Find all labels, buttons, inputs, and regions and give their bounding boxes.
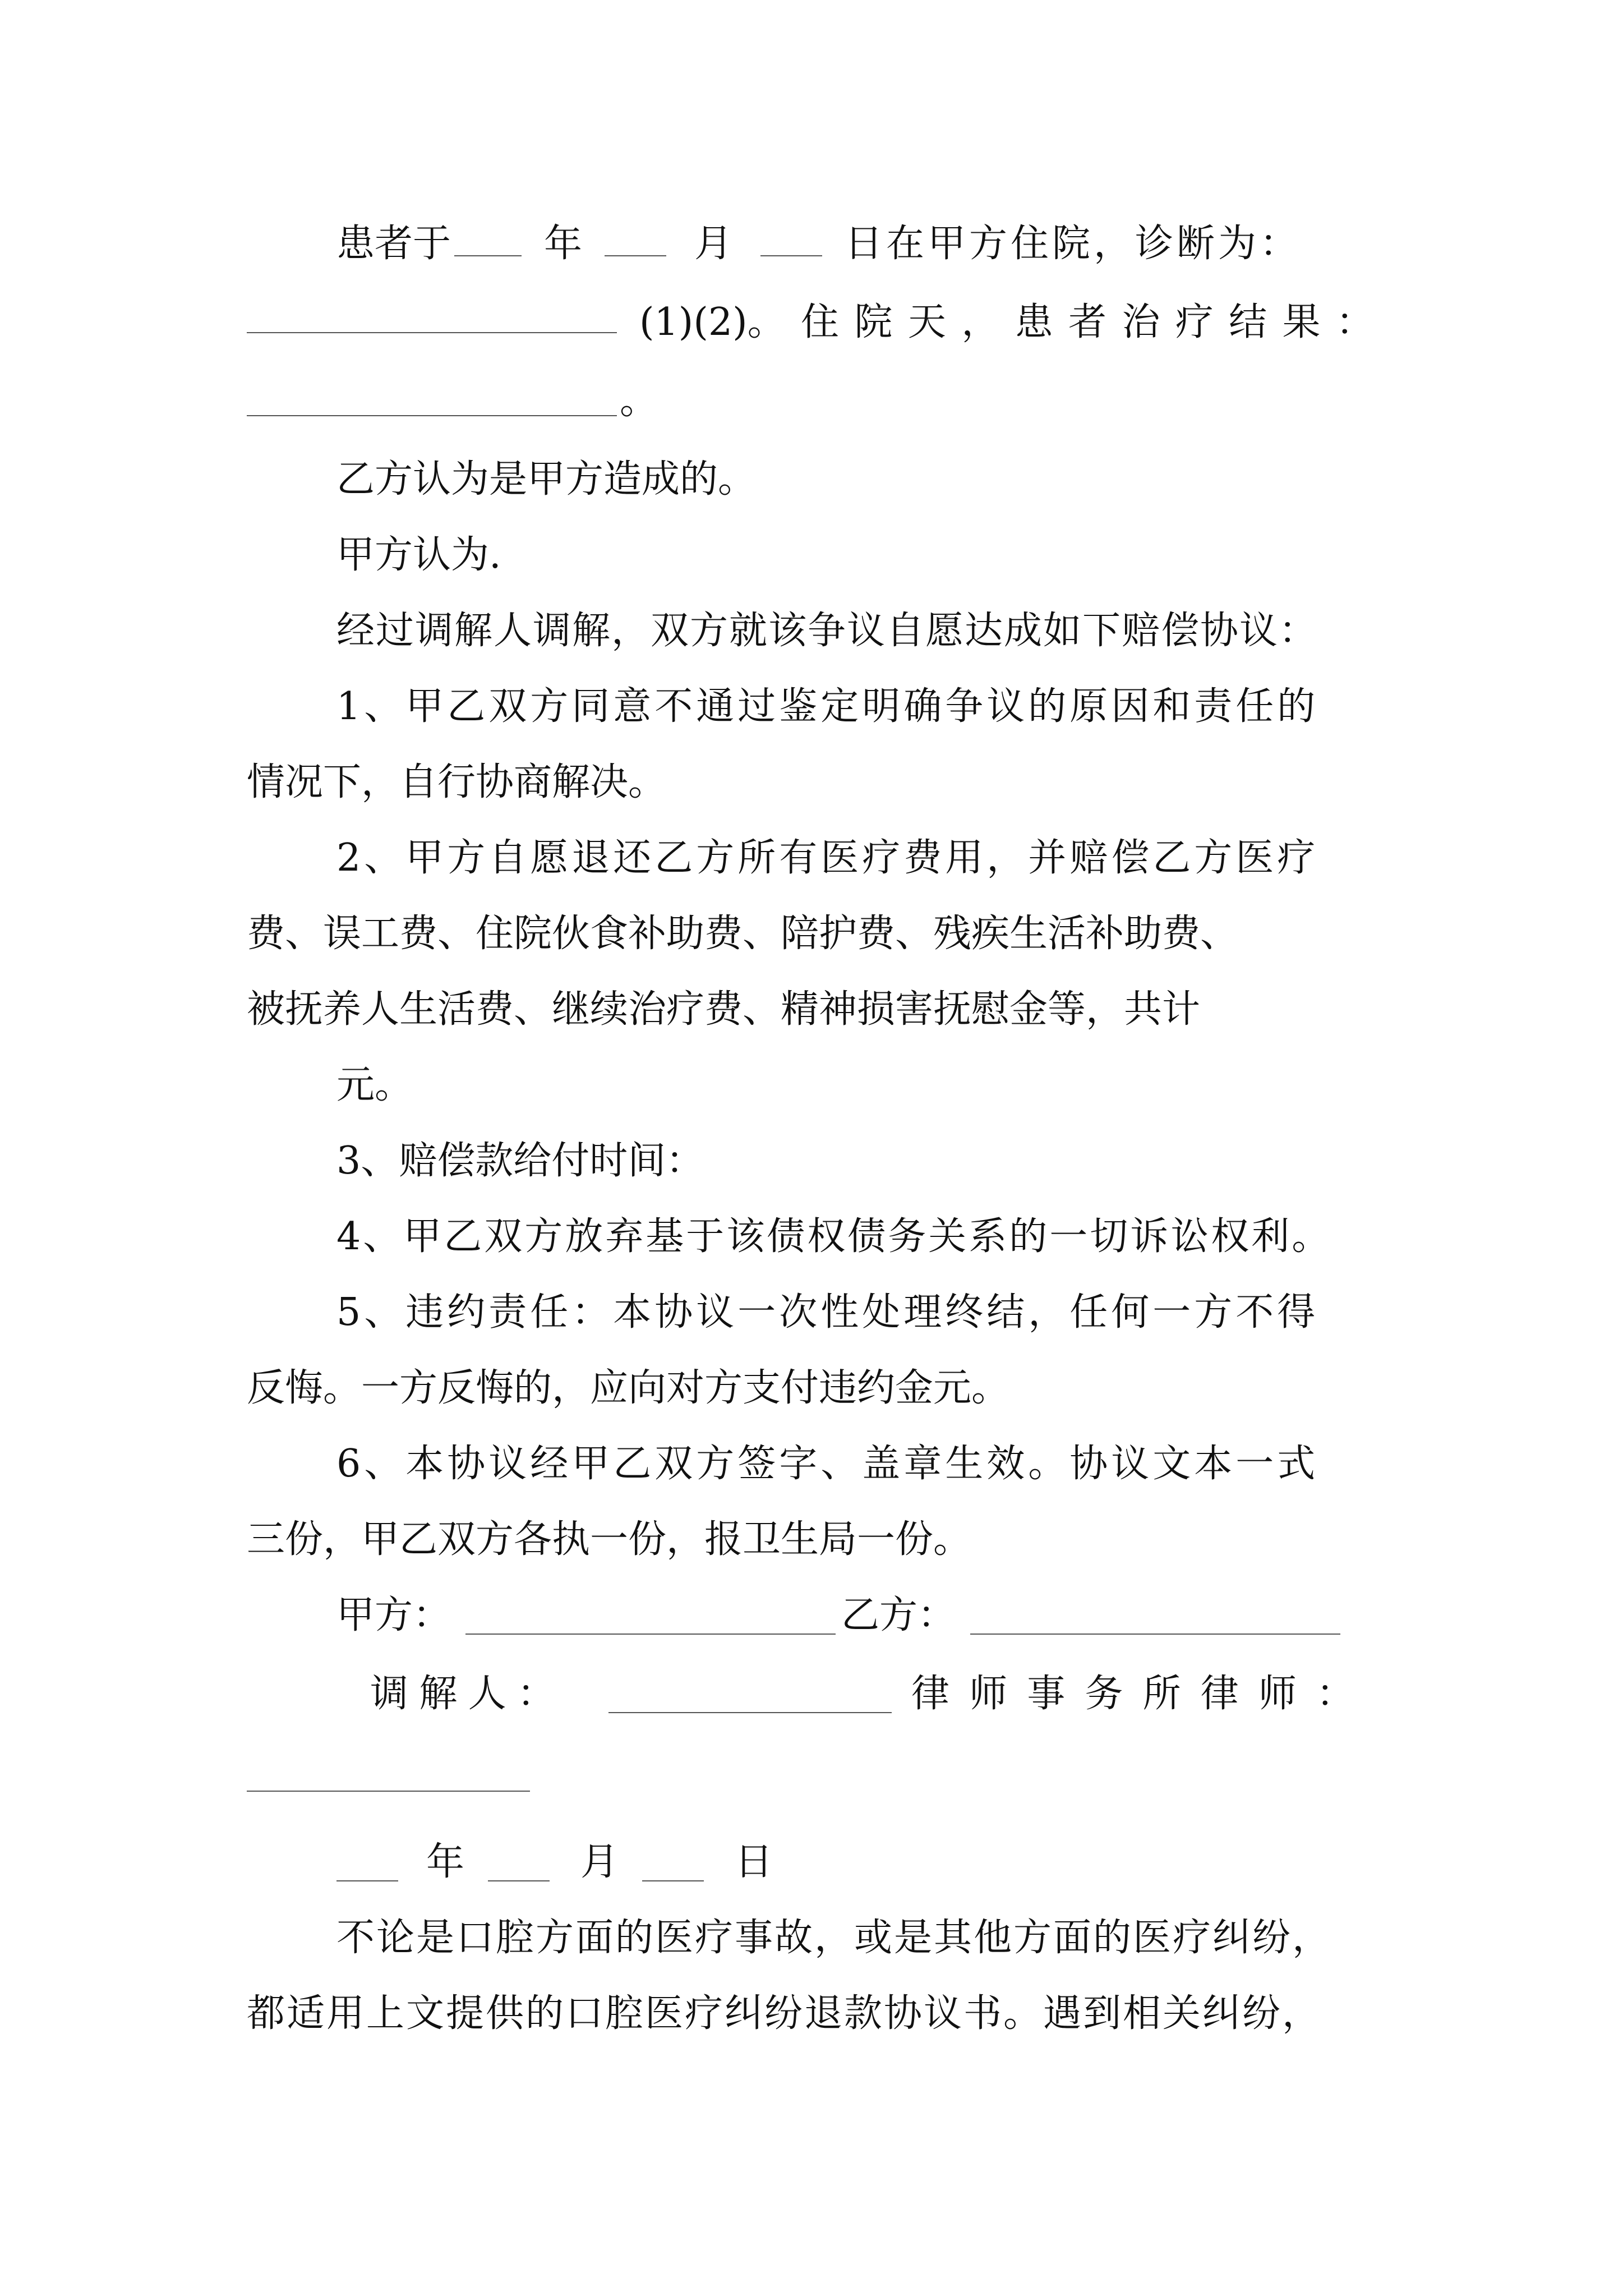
lawyer-char: 律	[1200, 1672, 1239, 1716]
result-end: 。	[620, 379, 658, 423]
admission-month-label: 月	[694, 222, 733, 266]
admission-line	[336, 219, 1301, 269]
mediator-char: ：	[517, 1672, 555, 1716]
item-4: 4、甲乙双方放弃基于该债权债务关系的一切诉讼权利。	[336, 1214, 1332, 1259]
diagnosis-char: 天	[907, 300, 946, 344]
item-5-line-2: 反悔。一方反悔的，应向对方支付违约金元。	[247, 1366, 1010, 1410]
lawyer-signature-blank	[247, 1791, 530, 1792]
diagnosis-char: 治	[1122, 300, 1160, 344]
lawyer-char: 师	[969, 1672, 1008, 1716]
sign-day-label: 日	[735, 1840, 773, 1884]
year-blank	[454, 224, 522, 256]
lawyer-char: 律	[911, 1672, 950, 1716]
item-2-line-4: 元。	[336, 1063, 413, 1107]
sign-year-label: 年	[426, 1840, 465, 1884]
closing-line-1: 不论是口腔方面的医疗事故，或是其他方面的医疗纠纷，	[336, 1916, 1332, 1960]
admission-day-text: 日在甲方住院，诊断为：	[845, 222, 1302, 266]
sign-month-label: 月	[580, 1840, 619, 1884]
admission-year-label: 年	[544, 222, 583, 266]
lawyer-char: 所	[1142, 1672, 1181, 1716]
closing-line-2: 都适用上文提供的口腔医疗纠纷退款协议书。遇到相关纠纷，	[247, 1991, 1322, 2036]
diagnosis-char: ，	[961, 300, 1000, 344]
paragraph-jia-view: 甲方认为.	[336, 533, 501, 577]
party-b-signature-blank	[970, 1634, 1340, 1635]
mediator-signature-blank	[608, 1712, 892, 1713]
item-2-line-2: 费、误工费、住院伙食补助费、陪护费、残疾生活补助费、	[247, 912, 1239, 956]
diagnosis-blank	[247, 332, 617, 333]
item-6-line-1: 6、本协议经甲乙双方签字、盖章生效。协议文本一式	[336, 1442, 1319, 1486]
mediator-char: 解	[419, 1672, 458, 1716]
diagnosis-char: 院	[854, 300, 893, 344]
lawyer-char: ：	[1316, 1672, 1354, 1716]
sign-month-blank	[488, 1880, 550, 1881]
diagnosis-char: ：	[1335, 300, 1374, 344]
item-1-line-2: 情况下，自行协商解决。	[247, 760, 667, 804]
diagnosis-char: (1)(2)。	[639, 300, 786, 344]
admission-prefix: 患者于	[336, 222, 451, 266]
lawyer-char: 师	[1258, 1672, 1297, 1716]
item-3: 3、赔偿款给付时间：	[336, 1139, 704, 1183]
party-a-label: 甲方：	[336, 1593, 451, 1637]
diagnosis-line	[639, 297, 1374, 348]
item-2-line-1: 2、甲方自愿退还乙方所有医疗费用，并赔偿乙方医疗	[336, 836, 1319, 880]
day-blank	[760, 224, 822, 256]
mediator-label	[370, 1669, 555, 1719]
lawyer-label	[911, 1669, 1354, 1719]
mediator-char: 人	[468, 1672, 506, 1716]
sign-year-blank	[336, 1880, 398, 1881]
item-6-line-2: 三份，甲乙双方各执一份，报卫生局一份。	[247, 1517, 972, 1562]
paragraph-mediation: 经过调解人调解，双方就该争议自愿达成如下赔偿协议：	[336, 609, 1318, 653]
lawyer-char: 务	[1085, 1672, 1123, 1716]
item-5-line-1: 5、违约责任：本协议一次性处理终结，任何一方不得	[336, 1290, 1319, 1335]
sign-day-blank	[642, 1880, 704, 1881]
diagnosis-char: 疗	[1175, 300, 1214, 344]
diagnosis-char: 者	[1068, 300, 1106, 344]
mediator-char: 调	[370, 1672, 409, 1716]
party-b-label: 乙方：	[841, 1593, 956, 1637]
paragraph-yi-view: 乙方认为是甲方造成的。	[336, 457, 757, 501]
diagnosis-char: 患	[1015, 300, 1053, 344]
month-blank	[605, 224, 666, 256]
item-1-line-1: 1、甲乙双方同意不通过鉴定明确争议的原因和责任的	[336, 684, 1319, 729]
diagnosis-char: 结	[1229, 300, 1267, 344]
party-a-signature-blank	[465, 1634, 836, 1635]
diagnosis-char: 果	[1282, 300, 1321, 344]
diagnosis-char: 住	[801, 300, 840, 344]
result-blank	[247, 415, 617, 416]
lawyer-char: 事	[1027, 1672, 1066, 1716]
item-2-line-3: 被抚养人生活费、继续治疗费、精神损害抚慰金等，共计	[247, 987, 1201, 1032]
